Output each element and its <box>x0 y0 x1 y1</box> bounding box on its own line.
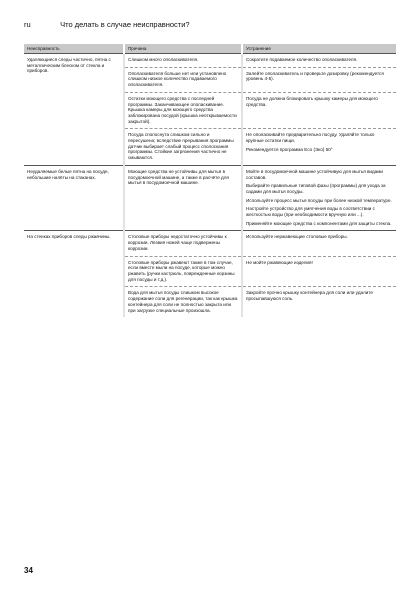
remedy-cell <box>242 256 396 287</box>
cause-cell: Слишком много ополаскивателя. <box>124 54 242 68</box>
remedy-text: Выбирайте правильные типовой фазы (программы) для ухода за садами для мытья посуды. <box>246 183 386 194</box>
cause-cell: Вода для мытья посуды слишком высокое содержание соли для регенерации, так как крышка контейнера для соли не полностью закрыта или при загрузке специальные произошла. <box>124 287 242 317</box>
fault-cell: Удаляющиеся следы частично, пятна с металлическим блеском от стекла и приборов. <box>24 54 124 166</box>
table-row <box>24 54 396 68</box>
remedy-text: Рекомендуется программа Eco (Эко) 50° <box>246 146 333 152</box>
remedy-text: Используйте процесс мытья посуды при более низкой температуре. <box>246 197 392 203</box>
cause-cell: Остатки моющего средства с последней программы. Заканчивающее ополаскивание. Крышка камеры для моющего средства заблокирована посудой (крышка неоткрываемости закрытой). <box>124 92 242 129</box>
remedy-text: Мойте в посудомоечной машине устойчивую для мытья видами составов. <box>246 168 383 180</box>
remedy-cell <box>242 54 396 68</box>
remedy-text: Используйте нержавеющие столовые приборы. <box>246 234 348 240</box>
language-code: ru <box>24 20 31 29</box>
table-row <box>24 165 396 231</box>
page-header <box>24 20 190 29</box>
remedy-cell <box>242 287 396 317</box>
fault-cell: На стенках приборов следы ржавчины. <box>24 231 124 317</box>
column-header-remedy: Устранение <box>242 44 396 54</box>
cause-cell: Моющие средства не устойчивы для мытья в посудомоечной машине, а также в расчёте для мытья в посудомоечной машине. <box>124 165 242 231</box>
remedy-text: Посуда не должна блокировать крышку камеры для моющего средства. <box>246 95 378 107</box>
remedy-cell <box>242 92 396 129</box>
remedy-cell <box>242 231 396 256</box>
remedy-text: Не ополаскивайте предварительно посуду. Удаляйте только крупные остатки пищи. <box>246 132 375 144</box>
remedy-cell <box>242 129 396 166</box>
cause-cell: Столовые приборы ржавеют также в том случае, если вместе мыли на посуде, которые можно ржаветь (ручки кастрюль, поврежденные корзины для посуды и т.д.). <box>124 256 242 287</box>
fault-cell: Неудаляемые белые пятна на посуде, небольшие налёты на стаканах. <box>24 165 124 231</box>
cause-cell: Ополаскивателя больше нет или установлено слишком низкое количество подаваемого ополаскивателя. <box>124 67 242 92</box>
remedy-text: Применяйте моющие средства с компонентами для защиты стекла. <box>246 220 392 226</box>
page-title: Что делать в случае неисправности? <box>60 20 190 29</box>
remedy-cell <box>242 67 396 92</box>
column-header-fault: Неисправность <box>24 44 124 54</box>
remedy-text: Не мойте ржавеющие изделия! <box>246 259 313 265</box>
cause-cell: Посуда сполоснута слишком сильно и пересушена; вследствие прерывания программы датчик выбирает слабый процесс сполоскания программы. Стойкие загрязнения частично не смываются. <box>124 129 242 166</box>
remedy-cell <box>242 165 396 231</box>
table-header-row <box>24 44 396 54</box>
remedy-text: Закройте прочно крышку контейнера для соли или удалите просыпавшуюся соль. <box>246 290 373 302</box>
column-header-cause: Причина <box>124 44 242 54</box>
table-row <box>24 231 396 256</box>
remedy-text: Настройте устройство для умягчения воды в соответствии с жесткостью воды (при необходимости вручную или ...). <box>246 206 375 218</box>
remedy-text: Сократите подаваемое количество ополаскивателя. <box>246 57 358 62</box>
cause-cell: Столовые приборы недостаточно устойчивы к коррозии. Лезвия ножей чаще подвержены коррозии. <box>124 231 242 256</box>
page-number: 34 <box>24 566 33 575</box>
troubleshooting-table <box>24 44 396 317</box>
remedy-text: Залейте ополаскиватель и проверьте дозировку (рекомендуется уровень 4-5). <box>246 70 384 82</box>
